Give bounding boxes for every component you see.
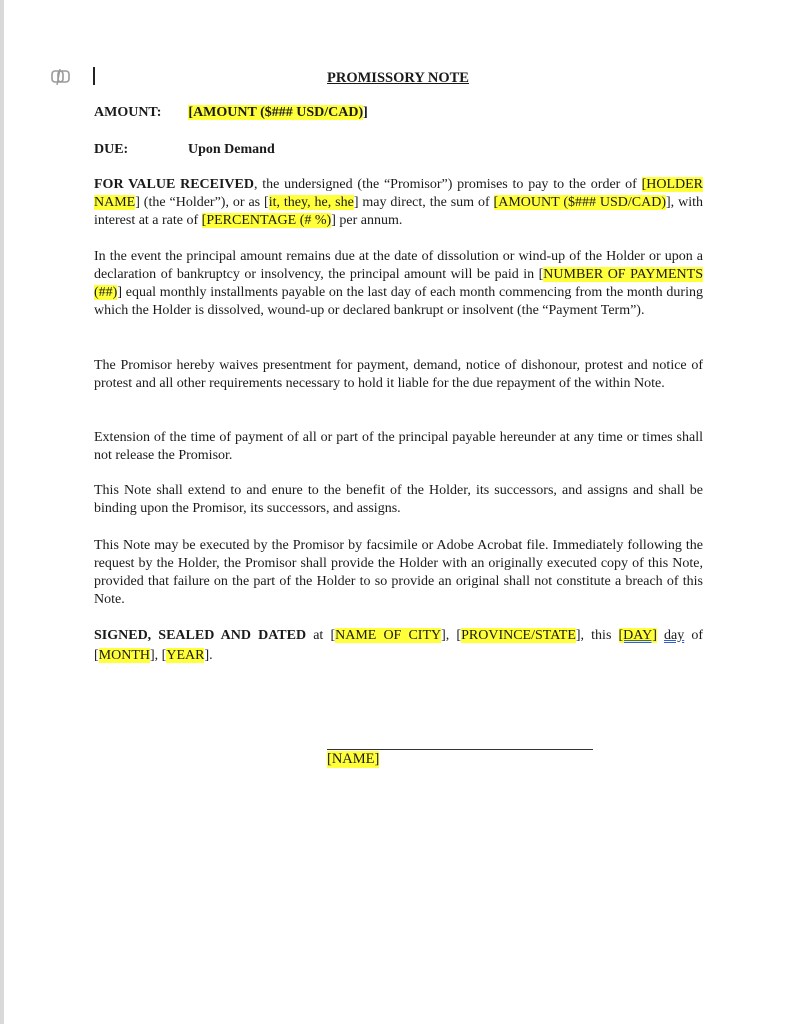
paragraph-for-value: FOR VALUE RECEIVED, the undersigned (the “Promisor”) promises to pay to the order of [HOLDER NAME] (the “Holder”), or as [it, they, he, she] may direct, the sum of [AMOUNT ($### USD/CAD)], with interest at a rate of [PERCENTAGE (# %)] per annum. [94, 177, 704, 228]
amount-line: AMOUNT: [AMOUNT ($### USD/CAD)] [94, 105, 368, 120]
due-label: DUE: [94, 142, 129, 157]
pronoun-field[interactable]: it, they, he, she [268, 195, 354, 210]
amount-field[interactable]: [AMOUNT ($### USD/CAD) [188, 105, 364, 120]
paragraph-signed: SIGNED, SEALED AND DATED at [NAME OF CITY], [PROVINCE/STATE], this [DAY] day of [MONTH], [YEAR]. [94, 628, 704, 663]
year-field[interactable]: YEAR [166, 648, 205, 663]
window-edge [0, 0, 4, 1024]
paragraph-waiver: The Promisor hereby waives presentment for payment, demand, notice of dishonour, protest and notice of protest and all other requirements necessary to hold it liable for the due repayment of the within Note. [94, 358, 703, 391]
amount-label: AMOUNT: [94, 105, 162, 120]
month-field[interactable]: MONTH [98, 648, 151, 663]
amount-field-2[interactable]: [AMOUNT ($### USD/CAD) [493, 195, 667, 210]
due-line [94, 142, 275, 158]
percentage-field[interactable]: [PERCENTAGE (# %) [201, 213, 332, 228]
paragraph-benefit: This Note shall extend to and enure to the benefit of the Holder, its successors, and assigns and shall be binding upon the Promisor, its successors, and assigns. [94, 483, 703, 516]
signature-line [327, 749, 593, 750]
paragraph-execution: This Note may be executed by the Promisor by facsimile or Adobe Acrobat file. Immediately following the request by the Holder, the Promisor shall provide the Holder with an originally executed copy of this Note, provided that failure on the part of the Holder to so provide an original shall not constitute a breach of this Note. [94, 538, 703, 607]
paragraph-extension: Extension of the time of payment of all or part of the principal payable hereunder at any time or times shall not release the Promisor. [94, 430, 703, 463]
day-field[interactable]: [DAY] [618, 628, 657, 643]
city-field[interactable]: NAME OF CITY [335, 628, 442, 643]
holder-name-field[interactable]: [HOLDER NAME [94, 177, 704, 210]
province-state-field[interactable]: PROVINCE/STATE [461, 628, 576, 643]
number-of-payments-field[interactable]: NUMBER OF PAYMENTS (##) [94, 267, 703, 300]
due-value: Upon Demand [188, 142, 275, 157]
paragraph-dissolution: In the event the principal amount remains due at the date of dissolution or wind-up of the Holder or upon a declaration of bankruptcy or insolvency, the principal amount will be paid in [NUMBER OF PAYMENTS (##)] equal monthly installments payable on the last day of each month commencing from the month during which the Holder is dissolved, wound-up or declared bankrupt or insolvent (the “Payment Term”). [94, 249, 703, 318]
page-title: PROMISSORY NOTE [327, 70, 469, 86]
signature-name-field[interactable]: [NAME] [327, 751, 380, 767]
